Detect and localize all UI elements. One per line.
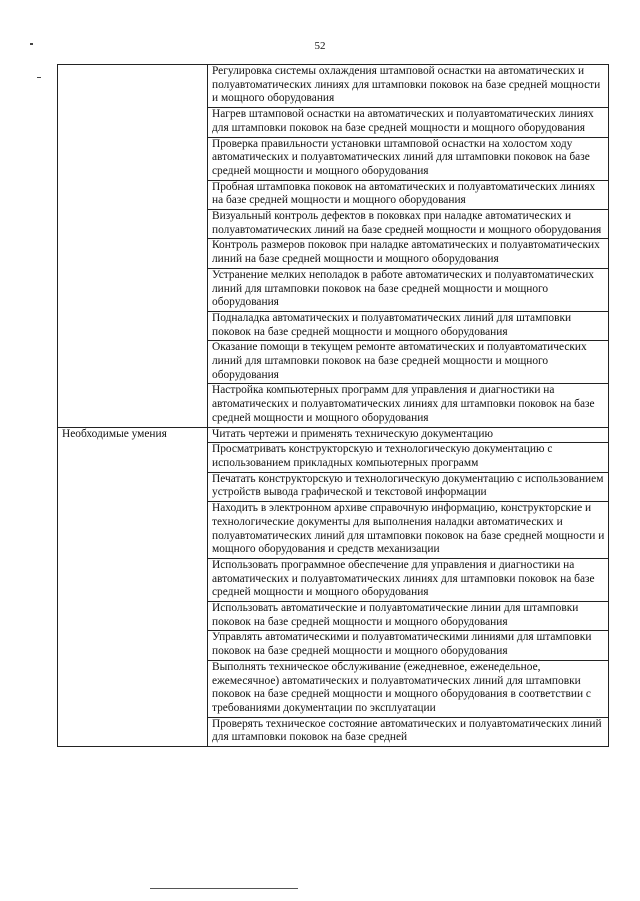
row-text-cell: Использовать программное обеспечение для управления и диагностики на автоматических и полуавтоматических линиях для штамповки поковок на базе средней мощности и мощного оборудования (208, 558, 609, 601)
row-text-cell: Регулировка системы охлаждения штамповой оснастки на автоматических и полуавтоматических линиях для штамповки поковок на базе средней мощности и мощного оборудования (208, 65, 609, 108)
row-text-cell: Устранение мелких неполадок в работе автоматических и полуавтоматических линий для штамповки поковок на базе средней мощности и мощного оборудования (208, 268, 609, 311)
row-text-cell: Визуальный контроль дефектов в поковках при наладке автоматических и полуавтоматических линий на базе средней мощности и мощного оборудования (208, 210, 609, 239)
qualification-table (57, 64, 609, 747)
row-text-cell: Контроль размеров поковок при наладке автоматических и полуавтоматических линий на базе средней мощности и мощного оборудования (208, 239, 609, 268)
scan-mark (30, 43, 33, 45)
scan-mark (37, 77, 41, 78)
table-body (58, 65, 609, 747)
row-text-cell: Проверка правильности установки штамповой оснастки на холостом ходу автоматических и полуавтоматических линий для штамповки поковок на базе средней мощности и мощного оборудования (208, 137, 609, 180)
row-text-cell: Пробная штамповка поковок на автоматических и полуавтоматических линиях на базе средней мощности и мощного оборудования (208, 180, 609, 209)
row-text-cell: Управлять автоматическими и полуавтоматическими линиями для штамповки поковок на базе средней мощности и мощного оборудования (208, 631, 609, 660)
table-row (58, 427, 609, 443)
row-text-cell: Подналадка автоматических и полуавтоматических линий для штамповки поковок на базе средней мощности и мощного оборудования (208, 311, 609, 340)
row-text-cell: Находить в электронном архиве справочную информацию, конструкторские и технологические документы для выполнения наладки автоматических и полуавтоматических линий для штамповки поковок на базе средней мощности и мощного оборудования и средств механизации (208, 502, 609, 559)
row-text-cell: Выполнять техническое обслуживание (ежедневное, еженедельное, ежемесячное) автоматических и полуавтоматических линий для штамповки поковок на базе средней мощности и мощного оборудования в соответствии с требованиями документации по эксплуатации (208, 660, 609, 717)
scan-edge-line (150, 888, 298, 889)
table-row (58, 65, 609, 108)
group-label-cell (58, 65, 208, 428)
group-label-cell: Необходимые умения (58, 427, 208, 746)
row-text-cell: Нагрев штамповой оснастки на автоматических и полуавтоматических линиях для штамповки поковок на базе средней мощности и мощного оборудования (208, 108, 609, 137)
row-text-cell: Использовать автоматические и полуавтоматические линии для штамповки поковок на базе средней мощности и мощного оборудования (208, 602, 609, 631)
row-text-cell: Проверять техническое состояние автоматических и полуавтоматических линий для штамповки поковок на базе средней (208, 717, 609, 746)
row-text-cell: Читать чертежи и применять техническую документацию (208, 427, 609, 443)
row-text-cell: Печатать конструкторскую и технологическую документацию с использованием устройств вывода графической и текстовой информации (208, 472, 609, 501)
page-number: 52 (314, 40, 326, 52)
row-text-cell: Настройка компьютерных программ для управления и диагностики на автоматических и полуавтоматических линиях для штамповки поковок на базе средней мощности и мощного оборудования (208, 384, 609, 427)
row-text-cell: Просматривать конструкторскую и технологическую документацию с использованием прикладных компьютерных программ (208, 443, 609, 472)
row-text-cell: Оказание помощи в текущем ремонте автоматических и полуавтоматических линий для штамповки поковок на базе средней мощности и мощного оборудования (208, 341, 609, 384)
